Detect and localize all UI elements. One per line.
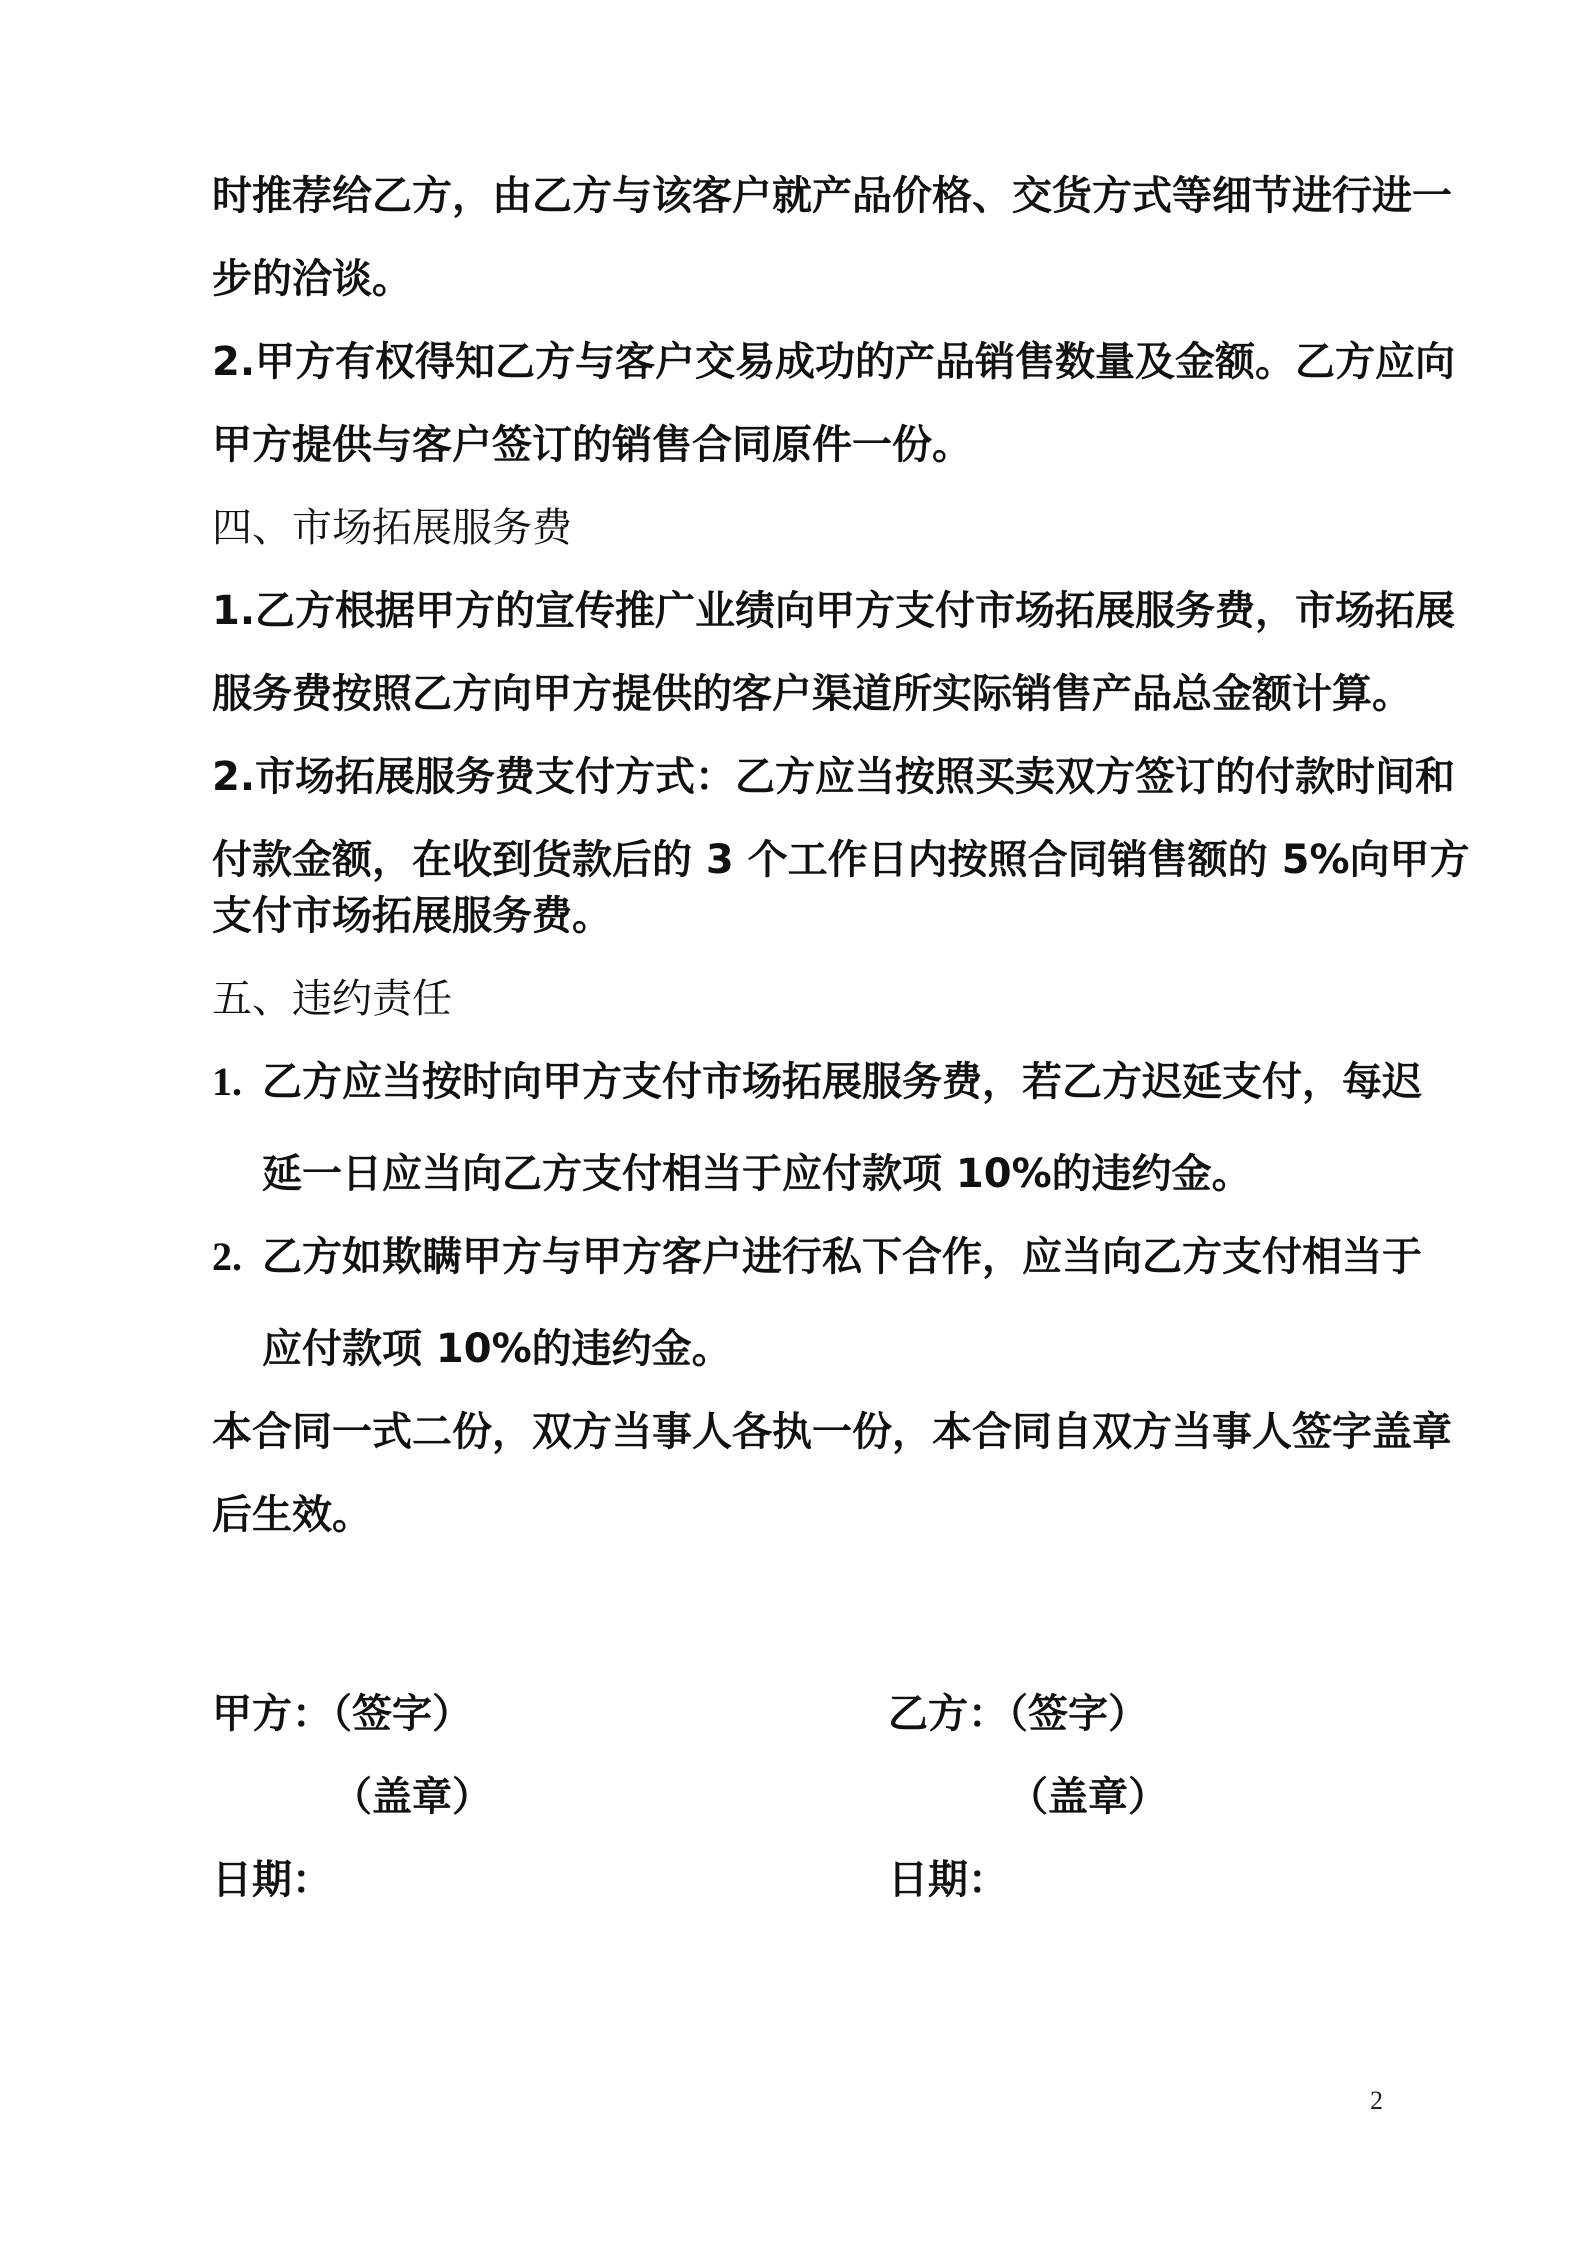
date-line: 日期：	[212, 1857, 332, 1903]
date-line: 日期：	[888, 1857, 1008, 1903]
text-line: 本合同一式二份，双方当事人各执一份，本合同自双方当事人签字盖章	[212, 1409, 1452, 1455]
text-line: 支付市场拓展服务费。	[212, 893, 612, 939]
paragraph-clause-4-2	[212, 749, 1470, 944]
paragraph-continuation	[212, 168, 1452, 307]
signature-line: 乙方：（签字）	[888, 1691, 1148, 1737]
list-number: 1.	[212, 1059, 242, 1104]
text-line: 后生效。	[212, 1492, 372, 1538]
signature-line: 甲方：（签字）	[212, 1691, 472, 1737]
paragraph-closing	[212, 1404, 1452, 1543]
text-line: 2.甲方有权得知乙方与客户交易成功的产品销售数量及金额。乙方应向	[212, 339, 1456, 385]
text-line: 延一日应当向乙方支付相当于应付款项 10%的违约金。	[262, 1151, 1252, 1197]
text-line: 时推荐给乙方，由乙方与该客户就产品价格、交货方式等细节进行进一	[212, 173, 1452, 219]
text-line: 服务费按照乙方向甲方提供的客户渠道所实际销售产品总金额计算。	[212, 671, 1412, 717]
signature-block	[212, 1686, 1392, 1916]
list-item-breach-2	[212, 1229, 1422, 1377]
page-number: 2	[1370, 2086, 1383, 2115]
section-heading: 五、违约责任	[212, 976, 452, 1022]
text-line: 步的洽谈。	[212, 256, 412, 302]
seal-line: （盖章）	[332, 1774, 492, 1820]
paragraph-clause-3-2	[212, 334, 1456, 473]
list-item-line	[212, 1054, 1422, 1110]
list-number: 2.	[212, 1234, 242, 1279]
seal-line: （盖章）	[1008, 1774, 1168, 1820]
contract-body	[212, 168, 1470, 1543]
list-item-breach-1	[212, 1054, 1422, 1202]
party-a-signature	[212, 1686, 732, 1908]
text-line: 2.市场拓展服务费支付方式：乙方应当按照买卖双方签订的付款时间和	[212, 754, 1456, 800]
text-line: 付款金额，在收到货款后的 3 个工作日内按照合同销售额的 5%向甲方	[212, 837, 1470, 883]
list-item-line	[212, 1229, 1422, 1285]
text-line: 甲方提供与客户签订的销售合同原件一份。	[212, 422, 972, 468]
text-line: 1.乙方根据甲方的宣传推广业绩向甲方支付市场拓展服务费，市场拓展	[212, 588, 1456, 634]
section-heading: 四、市场拓展服务费	[212, 505, 572, 551]
text-line: 乙方如欺瞒甲方与甲方客户进行私下合作，应当向乙方支付相当于	[262, 1234, 1422, 1280]
section-heading-4	[212, 500, 1392, 556]
section-heading-5	[212, 971, 1392, 1027]
paragraph-clause-4-1	[212, 583, 1456, 722]
party-b-signature	[888, 1686, 1408, 1908]
text-line: 乙方应当按时向甲方支付市场拓展服务费，若乙方迟延支付，每迟	[262, 1059, 1422, 1105]
text-line: 应付款项 10%的违约金。	[262, 1326, 732, 1372]
